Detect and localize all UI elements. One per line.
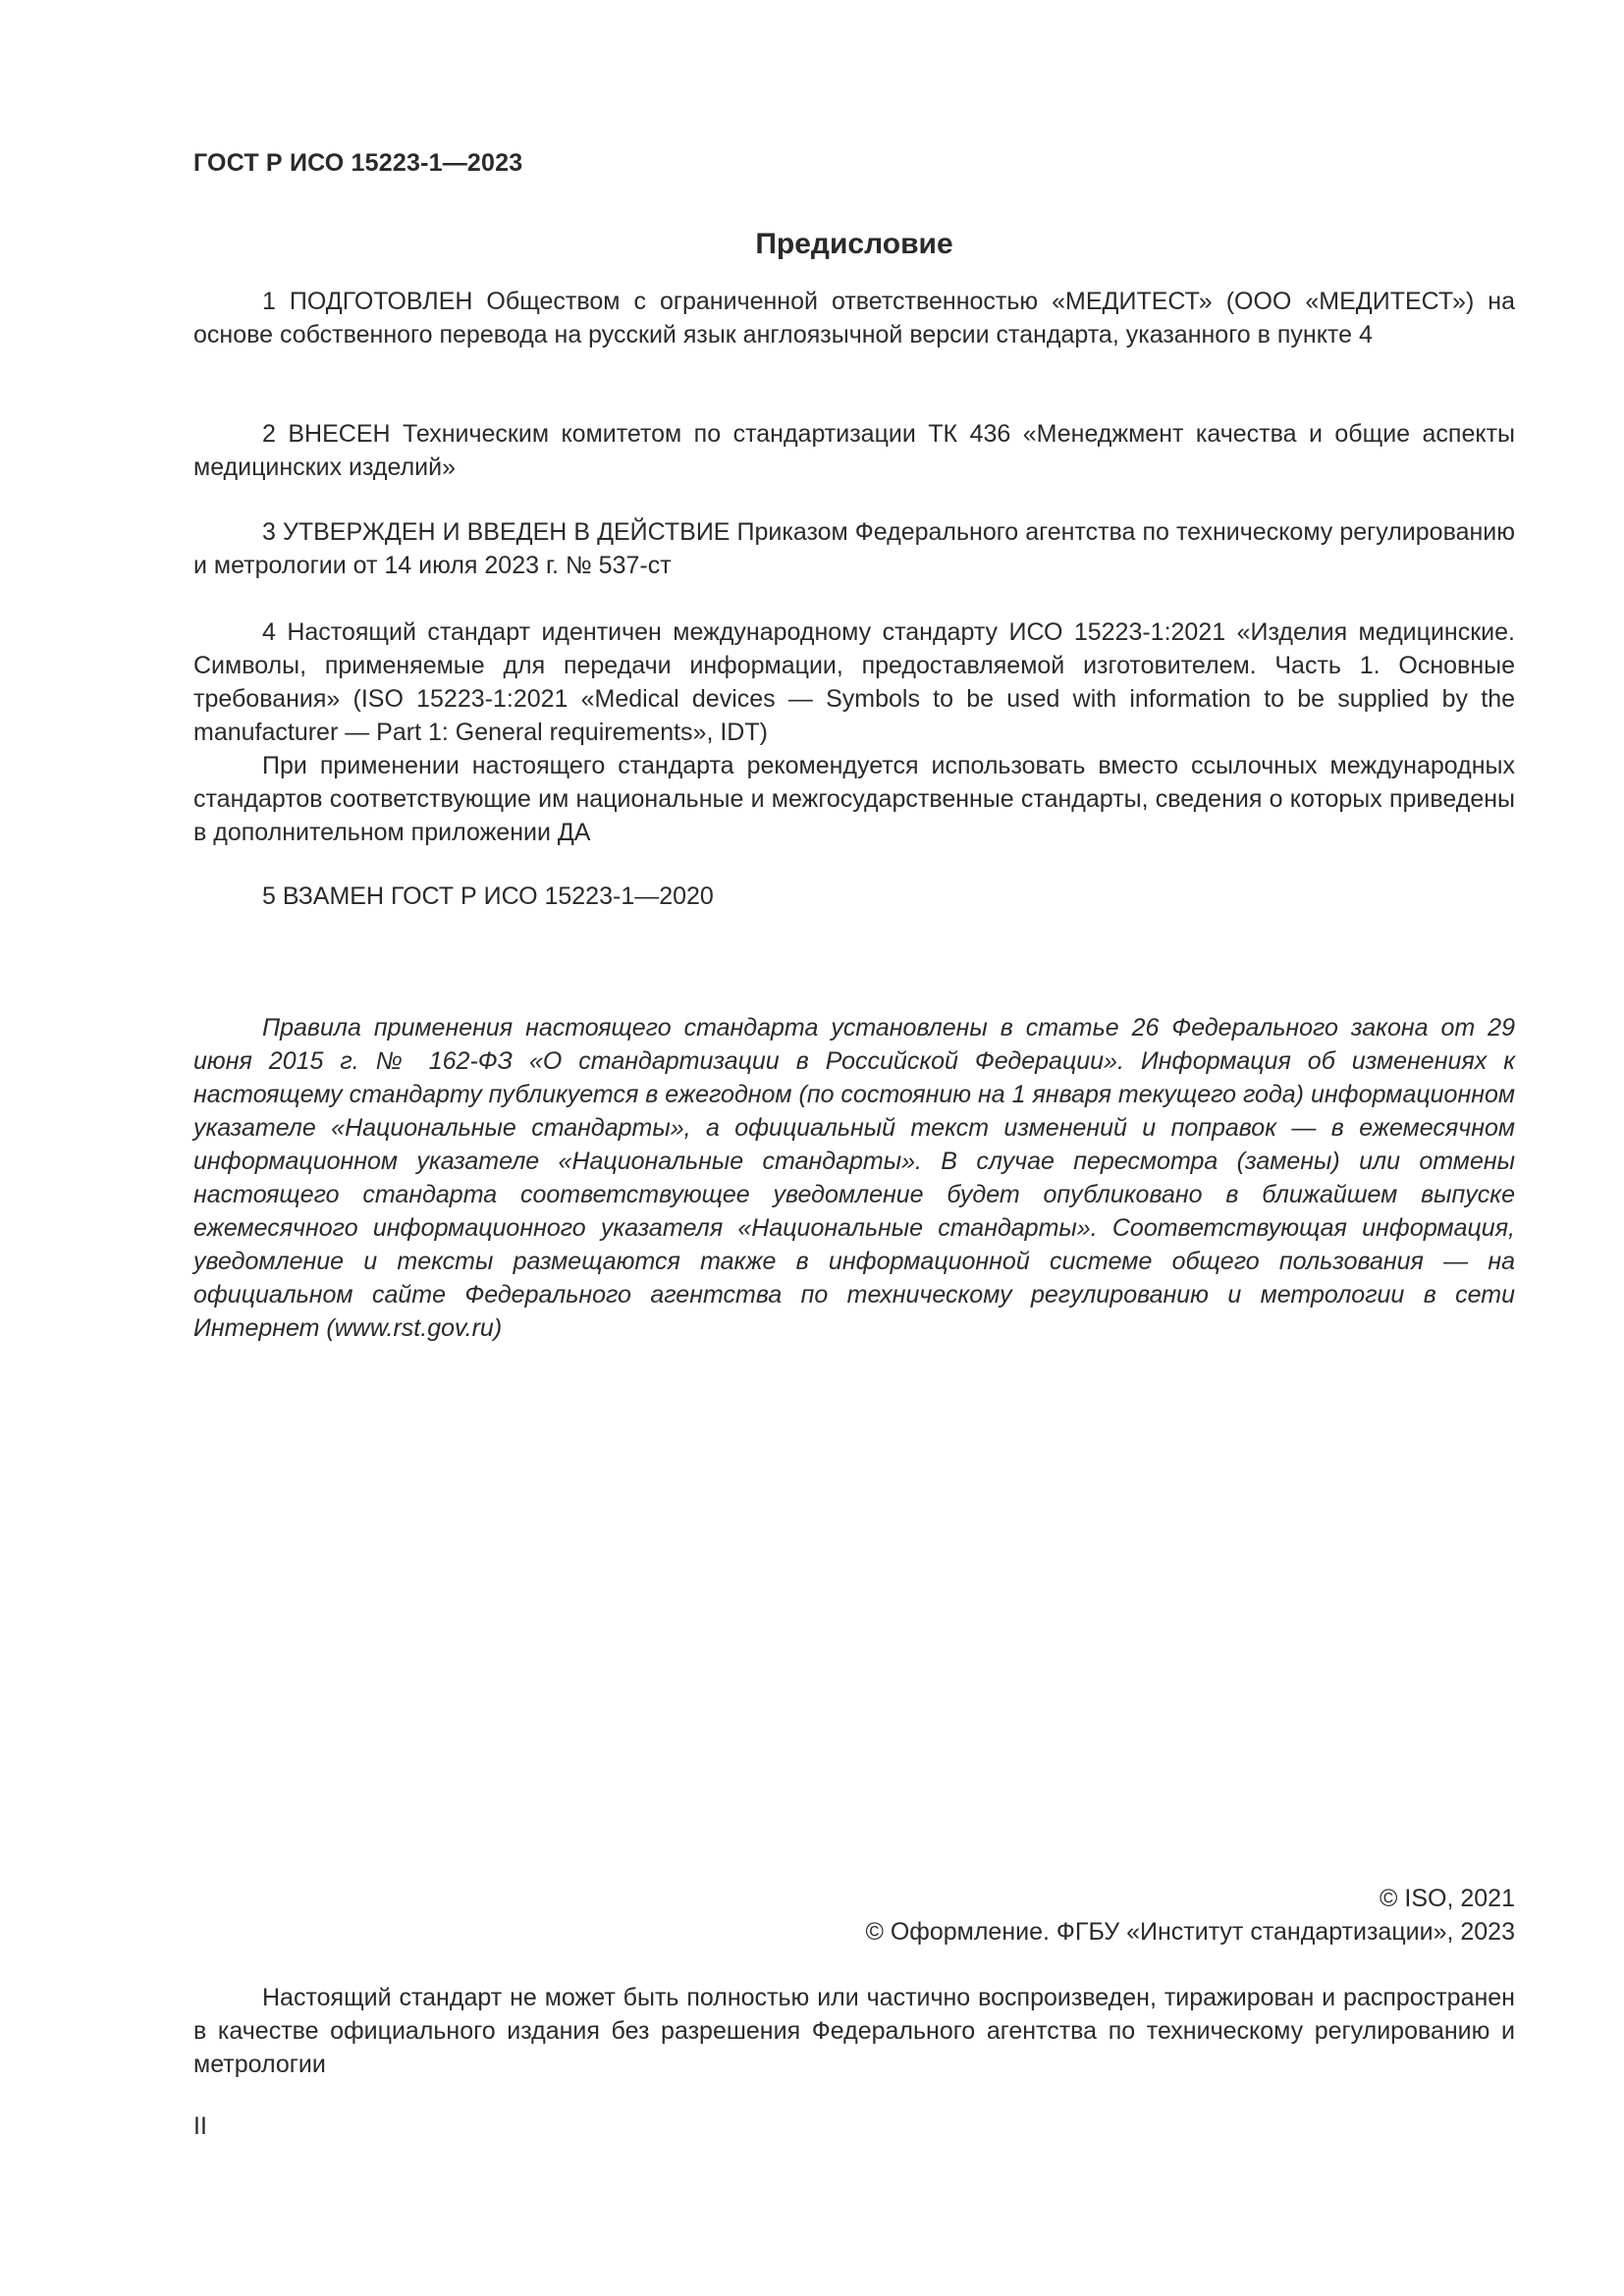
- copyright-block: [865, 1882, 1515, 1949]
- preface-item-4-note: [193, 749, 1515, 849]
- preface-item-4-note-text: При применении настоящего стандарта рекомендуется использовать вместо ссылочных международных стандартов соответствующие им национальные и межгосударственные стандарты, сведения о которых приведены в дополнительном приложении ДА: [193, 752, 1515, 846]
- reproduction-notice-text: Настоящий стандарт не может быть полностью или частично воспроизведен, тиражирован и распространен в качестве официального издания без разрешения Федерального агентства по техническому регулированию и метрологии: [193, 1984, 1515, 2078]
- rules-notice-text: Правила применения настоящего стандарта установлены в статье 26 Федерального закона от 29 июня 2015 г. № 162-ФЗ «О стандартизации в Российской Федерации». Информация об изменениях к настоящему стандарту публикуется в ежегодном (по состоянию на 1 января текущего года) информационном указателе «Национальные стандарты», а официальный текст изменений и поправок — в ежемесячном информационном указателе «Национальные стандарты». В случае пересмотра (замены) или отмены настоящего стандарта соответствующее уведомление будет опубликовано в ближайшем выпуске ежемесячного информационного указателя «Национальные стандарты». Соответствующая информация, уведомление и тексты размещаются также в информационной системе общего пользования — на официальном сайте Федерального агентства по техническому регулированию и метрологии в сети Интернет (www.rst.gov.ru): [193, 1014, 1516, 1342]
- preface-item-2-text: 2 ВНЕСЕН Техническим комитетом по стандартизации ТК 436 «Менеджмент качества и общие аспекты медицинских изделий»: [193, 420, 1515, 481]
- preface-item-1: [193, 285, 1515, 351]
- page-number: II: [193, 2112, 207, 2140]
- preface-item-1-text: 1 ПОДГОТОВЛЕН Обществом с ограниченной ответственностью «МЕДИТЕСТ» (ООО «МЕДИТЕСТ») на основе собственного перевода на русский язык англоязычной версии стандарта, указанного в пункте 4: [193, 288, 1515, 348]
- copyright-iso: © ISO, 2021: [1380, 1885, 1515, 1912]
- copyright-design: © Оформление. ФГБУ «Институт стандартизации», 2023: [865, 1918, 1515, 1946]
- document-code: ГОСТ Р ИСО 15223-1—2023: [193, 149, 523, 177]
- rules-notice: [193, 1011, 1515, 1345]
- reproduction-notice: [193, 1981, 1515, 2081]
- preface-item-3: [193, 515, 1515, 582]
- preface-title: Предисловие: [755, 228, 953, 260]
- preface-item-3-text: 3 УТВЕРЖДЕН И ВВЕДЕН В ДЕЙСТВИЕ Приказом Федерального агентства по техническому регулированию и метрологии от 14 июля 2023 г. № 537-ст: [193, 518, 1515, 579]
- preface-item-4: [193, 615, 1515, 749]
- preface-item-5: [193, 880, 1515, 913]
- preface-item-5-text: 5 ВЗАМЕН ГОСТ Р ИСО 15223-1—2020: [262, 882, 714, 910]
- preface-item-4-text: 4 Настоящий стандарт идентичен международному стандарту ИСО 15223-1:2021 «Изделия медицинские. Символы, применяемые для передачи информации, предоставляемой изготовителем. Часть 1. Основные требования» (ISO 15223-1:2021 «Medical devices — Symbols to be used with information to be supplied by the manufacturer — Part 1: General requirements», IDT): [193, 618, 1515, 746]
- preface-item-2: [193, 417, 1515, 484]
